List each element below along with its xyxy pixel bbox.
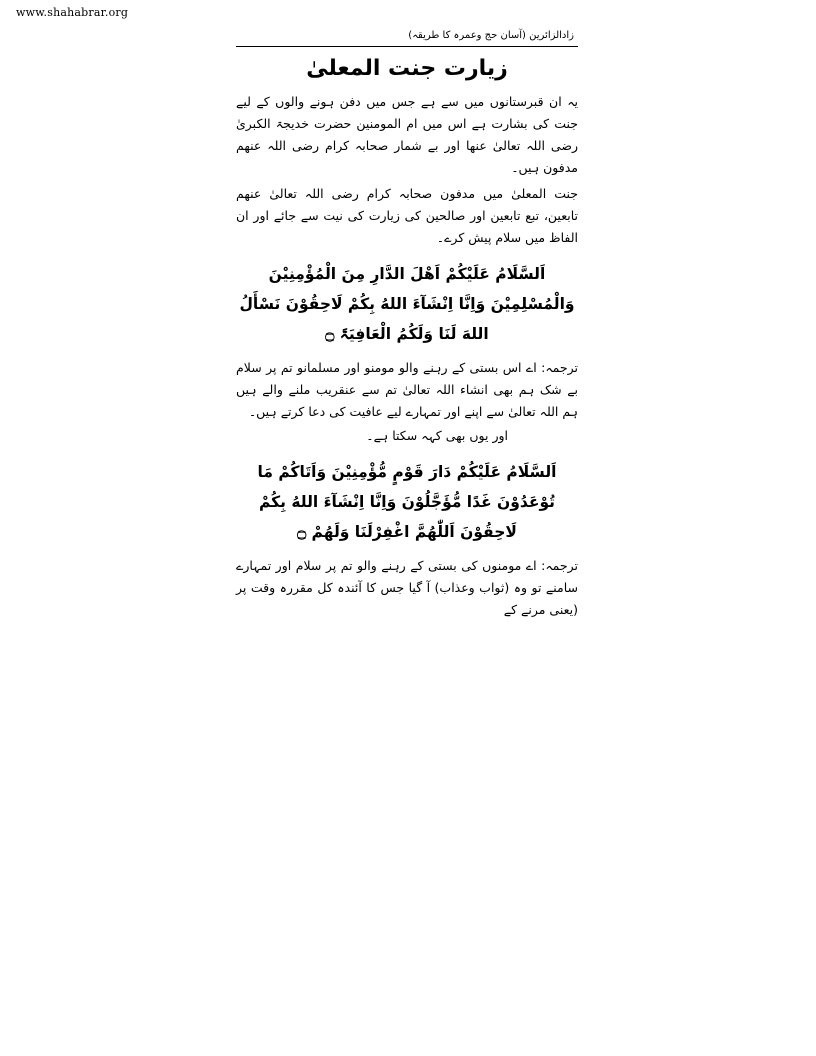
arabic-dua-2: [236, 457, 578, 547]
header-rule: [236, 46, 578, 47]
visit-instruction-paragraph: جنت المعلیٰ میں مدفون صحابہ کرام رضی اللہ تعالیٰ عنھم تابعین، تبع تابعین اور صالحین کی زیارت کی نیت سے جائے اور ان الفاظ میں سلام پیش کرے۔: [236, 186, 578, 245]
dua-1-line: اللهَ لَنَا وَلَکُمُ الْعَافِیَۃَ ۝: [325, 325, 489, 343]
arabic-dua-1: [236, 259, 578, 349]
dua-1-line: وَالْمُسْلِمِیْنَ وَاِنَّا اِنْشَآءَ اللهُ بِکُمْ لَاحِقُوْنَ نَسْأَلُ: [239, 295, 575, 313]
dua-2-line: لَاحِقُوْنَ اَللّٰھُمَّ اغْفِرْلَنَا وَلَھُمْ ۝: [297, 523, 517, 541]
section-title: زیارت جنت المعلیٰ: [306, 56, 508, 81]
dua-2-line: تُوْعَدُوْنَ غَدًا مُّؤَجَّلُوْنَ وَاِنَّا اِنْشَآءَ اللهُ بِکُمْ: [258, 493, 556, 511]
dua-1-translation: ترجمہ: اے اس بستی کے رہنے والو مومنو اور مسلمانو تم پر سلام بے شک ہم بھی انشاء اللہ تعالیٰ تم سے عنقریب ملنے والے ہیں ہم اللہ تعالیٰ سے اپنے اور تمہارے لیے عافیت کی دعا کرتے ہیں۔: [236, 360, 578, 419]
running-header: زادالزائرین (آسان حج وعمرہ کا طریقہ): [408, 30, 574, 41]
site-watermark: www.shahabrar.org: [16, 6, 129, 19]
alternative-note: اور یوں بھی کہہ سکتا ہے۔: [366, 428, 508, 443]
intro-paragraph: یہ ان قبرستانوں میں سے ہے جس میں دفن ہونے والوں کے لیے جنت کی بشارت ہے اس میں ام المومنین حضرت خدیجۃ الکبریٰ رضی اللہ تعالیٰ عنھا اور بے شمار صحابہ کرام رضی اللہ عنھم مدفون ہیں۔: [236, 94, 578, 175]
book-page: [236, 28, 578, 621]
dua-2-line: اَلسَّلَامُ عَلَیْکُمْ دَارَ قَوْمٍ مُّؤْمِنِیْنَ وَاَتَاکُمْ مَا: [257, 463, 557, 481]
dua-2-translation: ترجمہ: اے مومنوں کی بستی کے رہنے والو تم پر سلام اور تمہارے سامنے تو وہ (ثواب وعذاب) آ گیا جس کا آئندہ کل مقررہ وقت پر (یعنی مرنے کے: [236, 558, 578, 617]
dua-1-line: اَلسَّلَامُ عَلَیْکُمْ اَھْلَ الدَّارِ مِنَ الْمُؤْمِنِیْنَ: [268, 265, 546, 283]
